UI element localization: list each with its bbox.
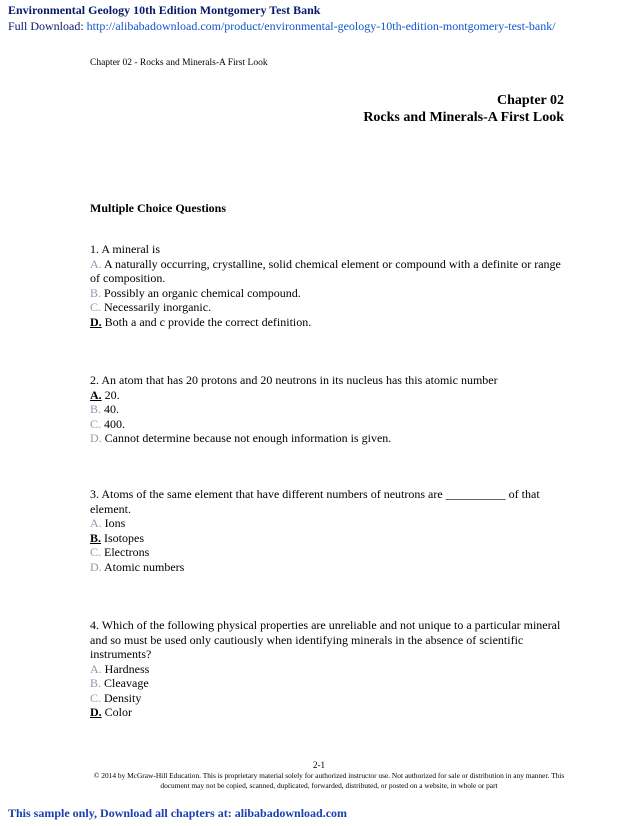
option-text: Electrons: [104, 545, 150, 559]
document-title: Environmental Geology 10th Edition Montgomery Test Bank: [8, 3, 321, 17]
option-text: Atomic numbers: [104, 559, 185, 574]
answer-option: [90, 402, 566, 417]
option-text: Cleavage: [104, 676, 149, 690]
option-text: 40.: [104, 402, 120, 416]
option-letter: B.: [90, 402, 102, 416]
option-letter: A.: [90, 661, 102, 676]
page-number: 2-1: [313, 760, 325, 770]
answer-option: [90, 417, 566, 432]
answer-option: [90, 516, 566, 531]
question-2: [90, 373, 566, 446]
option-letter: D.: [90, 431, 102, 445]
answer-option: [90, 676, 566, 691]
section-heading: Multiple Choice Questions: [90, 201, 227, 215]
chapter-heading: [363, 92, 564, 126]
answer-option-correct: [90, 705, 566, 720]
answer-option: [90, 431, 566, 446]
option-letter: B.: [90, 285, 102, 300]
answer-option: [90, 286, 566, 301]
question-3: [90, 487, 566, 574]
option-text: Necessarily inorganic.: [104, 300, 212, 314]
option-letter: C.: [90, 545, 102, 559]
option-letter-correct: D.: [90, 705, 102, 719]
answer-option: [90, 300, 566, 315]
running-head: Chapter 02 - Rocks and Minerals-A First Look: [90, 58, 268, 68]
answer-option: [90, 691, 566, 706]
option-letter: A.: [90, 256, 102, 271]
answer-option-correct: [90, 315, 566, 330]
option-text: Isotopes: [104, 530, 145, 545]
download-link[interactable]: http://alibabadownload.com/product/environmental-geology-10th-edition-montgomery-test-bank/: [86, 19, 556, 33]
option-text: A naturally occurring, crystalline, solid chemical element or compound with a definite or range of composition.: [90, 256, 561, 285]
option-letter: C.: [90, 690, 102, 705]
option-letter-correct: B.: [90, 530, 102, 545]
full-download-line: [8, 19, 556, 34]
option-letter: B.: [90, 676, 102, 690]
copyright-notice: © 2014 by McGraw-Hill Education. This is proprietary material solely for authorized instructor use. Not authorized for sale or distribution in any manner. This document may not be copied, scanned, duplicated, forwarded, distributed, or posted on a website, in whole or part: [93, 771, 565, 790]
option-letter: C.: [90, 416, 102, 431]
option-text: 400.: [104, 416, 126, 431]
question-4: [90, 618, 566, 720]
answer-option: [90, 560, 566, 575]
option-text: Cannot determine because not enough information is given.: [104, 431, 392, 445]
option-text: Color: [104, 705, 133, 719]
chapter-title: Rocks and Minerals-A First Look: [363, 110, 564, 125]
option-text: Ions: [104, 516, 126, 530]
option-text: Both a and c provide the correct definition.: [104, 314, 312, 329]
answer-option-correct: [90, 388, 566, 403]
option-text: Possibly an organic chemical compound.: [104, 285, 301, 300]
option-letter-correct: D.: [90, 314, 102, 329]
download-note[interactable]: This sample only, Download all chapters at: alibabadownload.com: [8, 806, 348, 820]
option-text: 20.: [104, 387, 120, 402]
option-letter: C.: [90, 300, 102, 314]
option-letter: A.: [90, 516, 102, 530]
answer-option: [90, 257, 566, 286]
option-letter-correct: A.: [90, 387, 102, 402]
option-text: Hardness: [104, 661, 150, 676]
answer-option-correct: [90, 531, 566, 546]
question-stem: 2. An atom that has 20 protons and 20 neutrons in its nucleus has this atomic number: [90, 373, 498, 387]
question-1: [90, 242, 566, 329]
option-text: Density: [104, 690, 142, 705]
question-stem: 1. A mineral is: [90, 242, 160, 256]
question-stem: 3. Atoms of the same element that have different numbers of neutrons are __________ of that element.: [90, 487, 540, 516]
question-stem: 4. Which of the following physical properties are unreliable and not unique to a particular mineral and so must be used only cautiously when identifying minerals in the absence of scientific instruments?: [90, 618, 561, 661]
option-letter: D.: [90, 559, 102, 574]
chapter-number: Chapter 02: [496, 93, 564, 108]
download-label: Full Download:: [8, 19, 84, 33]
answer-option: [90, 545, 566, 560]
answer-option: [90, 662, 566, 677]
